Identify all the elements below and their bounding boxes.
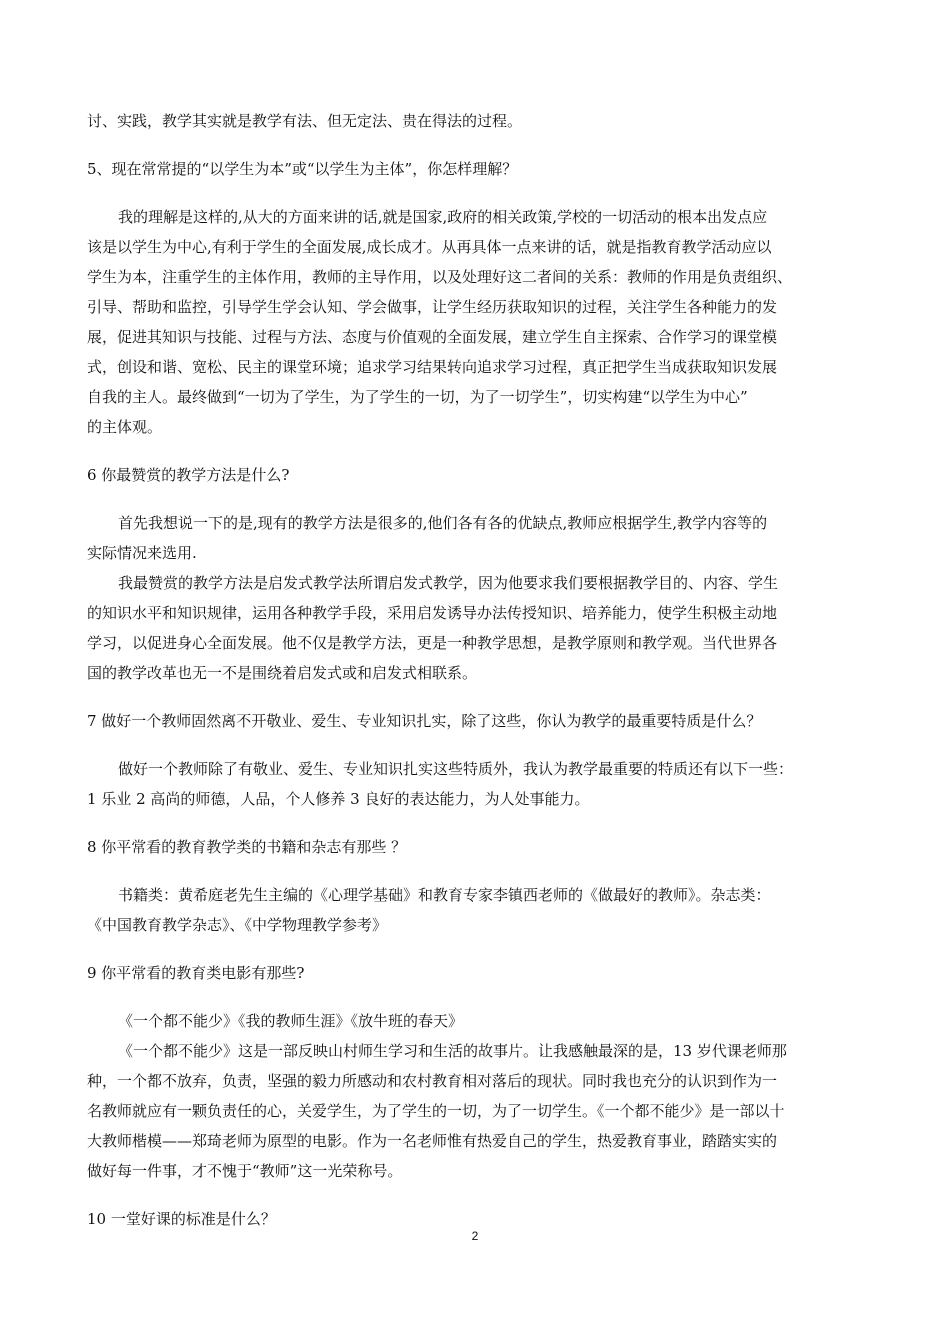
text-line: 国的教学改革也无一不是围绕着启发式或和启发式相联系。 [87, 664, 478, 682]
text-line: 引导、帮助和监控，引导学生学会认知、学会做事，让学生经历获取知识的过程，关注学生各种能力的发 [87, 298, 778, 316]
text-line: 的主体观。 [87, 418, 163, 436]
question-heading: 8 你平常看的教育教学类的书籍和杂志有那些 ？ [87, 838, 407, 856]
question-heading: 7 做好一个教师固然离不开敬业、爱生、专业知识扎实，除了这些，你认为教学的最重要特质是什么？ [87, 712, 762, 730]
answer-5 [87, 202, 862, 442]
document-page [87, 106, 862, 1234]
question-7 [87, 706, 862, 736]
text-line: 我最赞赏的教学方法是启发式教学法所谓启发式教学，因为他要求我们要根据教学目的、内容、学生 [118, 574, 779, 592]
text-line: 1 乐业 2 高尚的师德，人品，个人修养 3 良好的表达能力，为人处事能力。 [87, 790, 590, 808]
text-line: 讨、实践，教学其实就是教学有法、但无定法、贵在得法的过程。 [87, 112, 523, 130]
text-line: 《中国教育教学杂志》、《中学物理教学参考》 [87, 916, 388, 934]
answer-7 [87, 754, 862, 814]
answer-8 [87, 880, 862, 940]
paragraph-continuation [87, 106, 862, 136]
text-line: 种，一个都不放弃，负责，坚强的毅力所感动和农村教育相对落后的现状。同时我也充分的认识到作为一 [87, 1072, 778, 1090]
text-line: 做好每一件事，才不愧于“教师”这一光荣称号。 [87, 1162, 403, 1180]
text-line: 首先我想说一下的是,现有的教学方法是很多的,他们各有各的优缺点,教师应根据学生,教学内容等的 [118, 514, 768, 532]
question-9 [87, 958, 862, 988]
question-heading: 9 你平常看的教育类电影有那些? [87, 964, 305, 982]
text-line: 实际情况来选用. [87, 544, 197, 562]
question-heading: 6 你最赞赏的教学方法是什么? [87, 466, 290, 484]
text-line: 我的理解是这样的,从大的方面来讲的话,就是国家,政府的相关政策,学校的一切活动的根本出发点应 [118, 208, 768, 226]
text-line: 展，促进其知识与技能、过程与方法、态度与价值观的全面发展，建立学生自主探索、合作学习的课堂模 [87, 328, 778, 346]
question-heading: 5、现在常常提的“以学生为本”或“以学生为主体”，你怎样理解？ [87, 160, 518, 178]
text-line: 该是以学生为中心,有利于学生的全面发展,成长成才。从再具体一点来讲的话，就是指教育教学活动应以 [87, 238, 772, 256]
text-line: 做好一个教师除了有敬业、爱生、专业知识扎实这些特质外，我认为教学最重要的特质还有以下一些： [118, 760, 794, 778]
answer-9 [87, 1006, 862, 1186]
text-line: 式，创设和谐、宽松、民主的课堂环境；追求学习结果转向追求学习过程，真正把学生当成获取知识发展 [87, 358, 778, 376]
answer-6 [87, 508, 862, 688]
text-line: 《一个都不能少》《我的教师生涯》《放牛班的春天》 [118, 1012, 464, 1030]
question-8 [87, 832, 862, 862]
text-line: 《一个都不能少》这是一部反映山村师生学习和生活的故事片。让我感触最深的是，13 岁代课老师那 [118, 1042, 787, 1060]
text-line: 名教师就应有一颗负责任的心，关爱学生，为了学生的一切，为了一切学生。《一个都不能少》是一部以十 [87, 1102, 785, 1120]
question-heading: 10 一堂好课的标准是什么？ [87, 1210, 276, 1228]
text-line: 的知识水平和知识规律，运用各种教学手段，采用启发诱导办法传授知识、培养能力，使学生积极主动地 [87, 604, 778, 622]
question-5 [87, 154, 862, 184]
question-6 [87, 460, 862, 490]
text-line: 学习，以促进身心全面发展。他不仅是教学方法，更是一种教学思想，是教学原则和教学观。当代世界各 [87, 634, 778, 652]
text-line: 学生为本，注重学生的主体作用，教师的主导作用，以及处理好这二者间的关系：教师的作用是负责组织、 [87, 268, 793, 286]
text-line: 书籍类：黄希庭老先生主编的《心理学基础》和教育专家李镇西老师的《做最好的教师》。杂志类： [118, 886, 771, 904]
text-line: 自我的主人。最终做到“一切为了学生，为了学生的一切，为了一切学生”，切实构建“以学生为中心” [87, 388, 748, 406]
text-line: 大教师楷模——郑琦老师为原型的电影。作为一名老师惟有热爱自己的学生，热爱教育事业，踏踏实实的 [87, 1132, 778, 1150]
page-number: 2 [471, 1229, 479, 1243]
